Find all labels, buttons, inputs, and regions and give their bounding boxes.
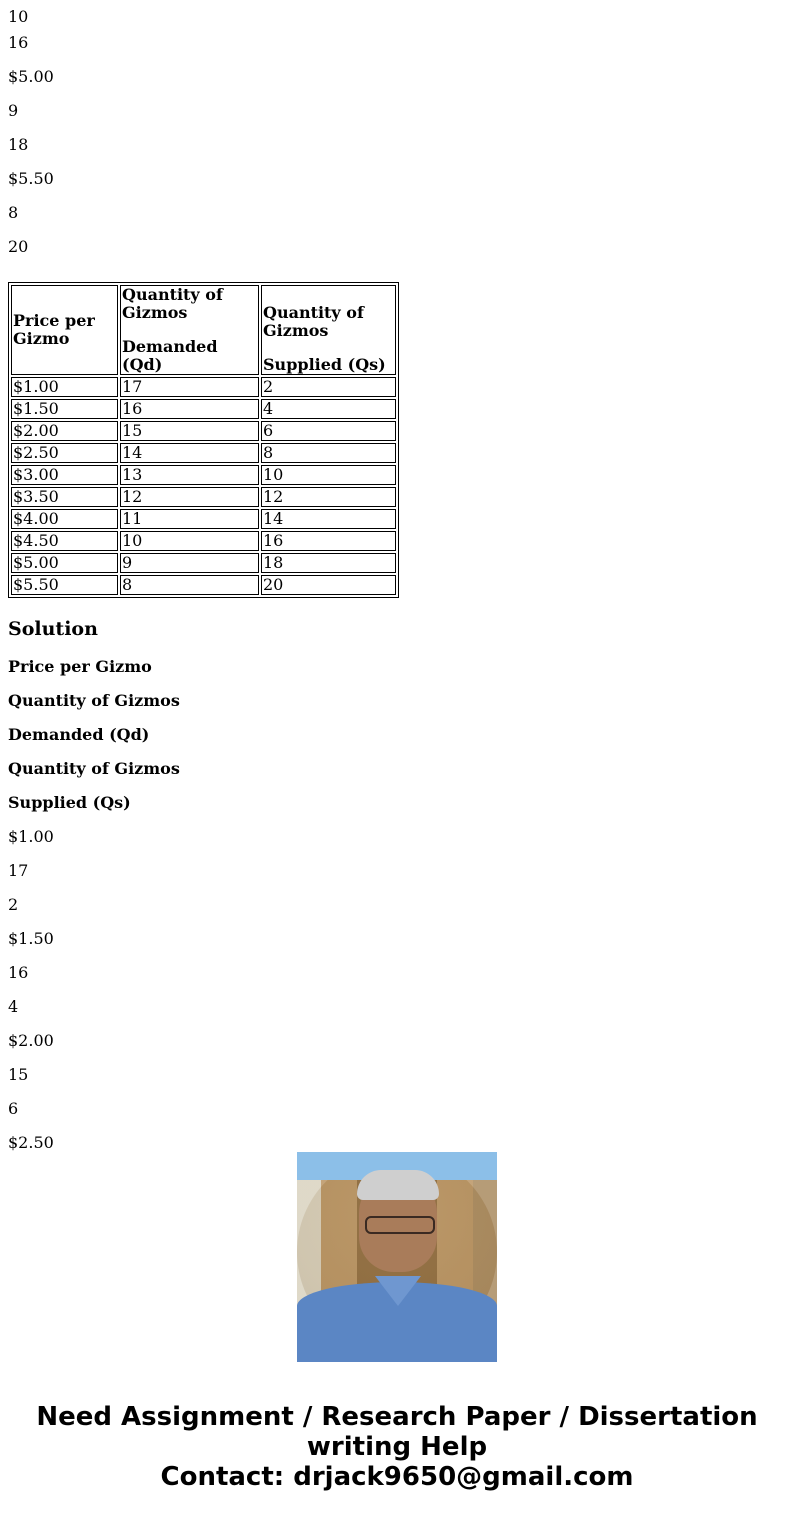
qs-cell: 18 bbox=[261, 553, 396, 573]
qs-cell: 6 bbox=[261, 421, 396, 441]
promo-contact: Contact: drjack9650@gmail.com bbox=[160, 1462, 634, 1492]
promo-text bbox=[0, 1402, 794, 1492]
solution-value-line: 4 bbox=[8, 997, 19, 1016]
text-line: $5.50 bbox=[8, 169, 54, 188]
price-cell: $1.00 bbox=[11, 377, 118, 397]
solution-value-line: 2 bbox=[8, 895, 19, 914]
qd-cell: 12 bbox=[120, 487, 259, 507]
qs-cell: 10 bbox=[261, 465, 396, 485]
promo-line-2: writing Help bbox=[306, 1432, 488, 1462]
qd-cell: 9 bbox=[120, 553, 259, 573]
solution-value-line: $2.50 bbox=[8, 1133, 54, 1152]
qs-cell: 16 bbox=[261, 531, 396, 551]
qs-cell: 8 bbox=[261, 443, 396, 463]
gizmo-supply-demand-table bbox=[8, 282, 399, 598]
qs-cell: 4 bbox=[261, 399, 396, 419]
solution-value-line: $2.00 bbox=[8, 1031, 54, 1050]
qd-cell: 16 bbox=[120, 399, 259, 419]
solution-header-line: Quantity of Gizmos bbox=[8, 691, 180, 710]
solution-header-line: Price per Gizmo bbox=[8, 657, 152, 676]
solution-header-line: Supplied (Qs) bbox=[8, 793, 131, 812]
text-line: 8 bbox=[8, 203, 19, 222]
price-cell: $5.00 bbox=[11, 553, 118, 573]
solution-lines bbox=[8, 658, 788, 1168]
table-header-row bbox=[11, 285, 396, 375]
table-row bbox=[11, 377, 396, 397]
qd-cell: 10 bbox=[120, 531, 259, 551]
price-cell: $1.50 bbox=[11, 399, 118, 419]
text-line: 18 bbox=[8, 135, 29, 154]
text-line: 9 bbox=[8, 101, 19, 120]
qd-cell: 15 bbox=[120, 421, 259, 441]
table-row bbox=[11, 465, 396, 485]
price-cell: $5.50 bbox=[11, 575, 118, 595]
header-quantity-demanded: Quantity of Gizmos Demanded (Qd) bbox=[120, 285, 259, 375]
price-cell: $3.00 bbox=[11, 465, 118, 485]
qd-cell: 11 bbox=[120, 509, 259, 529]
author-avatar bbox=[297, 1152, 497, 1352]
qd-cell: 14 bbox=[120, 443, 259, 463]
table-row bbox=[11, 553, 396, 573]
price-cell: $4.00 bbox=[11, 509, 118, 529]
table-row bbox=[11, 531, 396, 551]
table-row bbox=[11, 399, 396, 419]
solution-value-line: 15 bbox=[8, 1065, 29, 1084]
qd-cell: 13 bbox=[120, 465, 259, 485]
qd-cell: 17 bbox=[120, 377, 259, 397]
table-row bbox=[11, 575, 396, 595]
qd-cell: 8 bbox=[120, 575, 259, 595]
table-row bbox=[11, 421, 396, 441]
text-line: $5.00 bbox=[8, 67, 54, 86]
solution-value-line: $1.00 bbox=[8, 827, 54, 846]
text-line: 10 bbox=[8, 7, 29, 26]
price-cell: $2.00 bbox=[11, 421, 118, 441]
solution-value-line: 17 bbox=[8, 861, 29, 880]
qs-cell: 12 bbox=[261, 487, 396, 507]
header-price: Price per Gizmo bbox=[11, 285, 118, 375]
document-body bbox=[8, 0, 788, 1152]
qs-cell: 20 bbox=[261, 575, 396, 595]
promo-line-1: Need Assignment / Research Paper / Dissertation bbox=[36, 1402, 758, 1432]
solution-header-line: Demanded (Qd) bbox=[8, 725, 150, 744]
top-value-lines bbox=[8, 0, 788, 272]
solution-value-line: 16 bbox=[8, 963, 29, 982]
price-cell: $4.50 bbox=[11, 531, 118, 551]
table-row bbox=[11, 509, 396, 529]
text-line: 16 bbox=[8, 33, 29, 52]
header-quantity-supplied: Quantity of Gizmos Supplied (Qs) bbox=[261, 285, 396, 375]
solution-value-line: 6 bbox=[8, 1099, 19, 1118]
qs-cell: 2 bbox=[261, 377, 396, 397]
qs-cell: 14 bbox=[261, 509, 396, 529]
promo-footer bbox=[0, 1152, 794, 1492]
text-line: 20 bbox=[8, 237, 29, 256]
solution-heading: Solution bbox=[8, 618, 98, 640]
price-cell: $3.50 bbox=[11, 487, 118, 507]
price-cell: $2.50 bbox=[11, 443, 118, 463]
solution-header-line: Quantity of Gizmos bbox=[8, 759, 180, 778]
table-row bbox=[11, 487, 396, 507]
solution-value-line: $1.50 bbox=[8, 929, 54, 948]
table-row bbox=[11, 443, 396, 463]
